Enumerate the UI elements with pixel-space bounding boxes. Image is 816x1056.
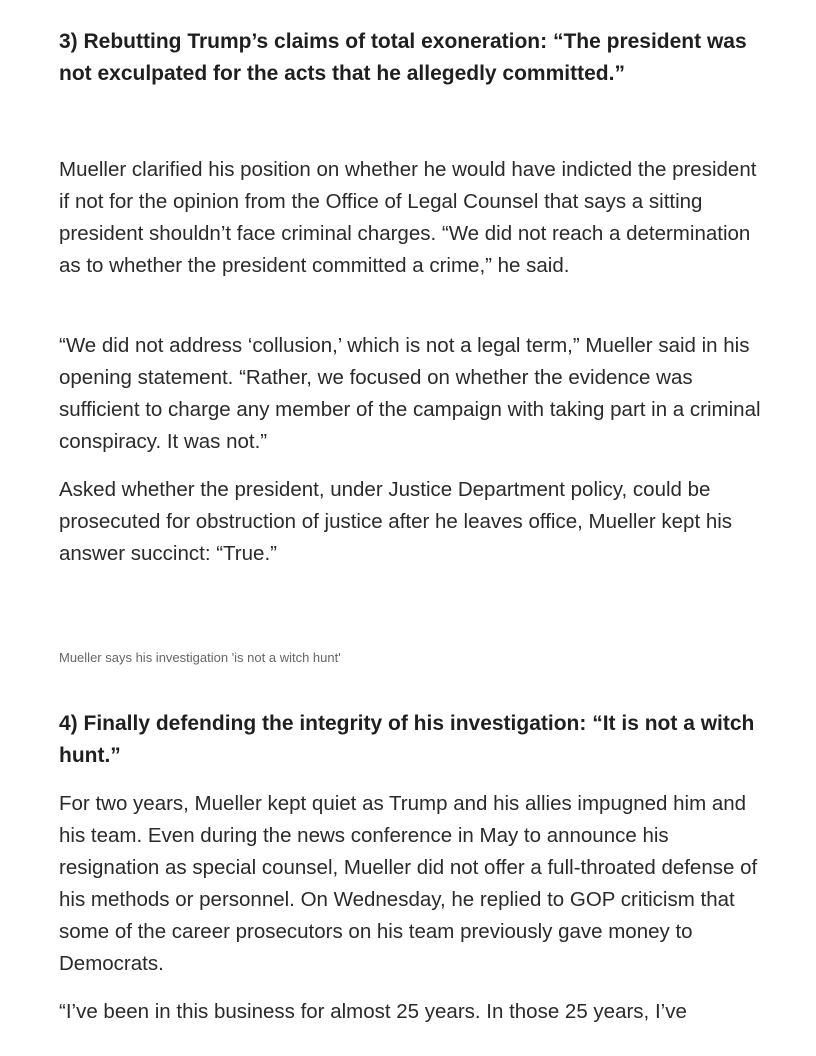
paragraph: “We did not address ‘collusion,’ which is not a legal term,” Mueller said in his opening statement. “Rather, we focused on whether the evidence was sufficient to charge any member of the campaign with taking part in a criminal conspiracy. It was not.” [59,334,761,453]
paragraph: Asked whether the president, under Justice Department policy, could be prosecuted for obstruction of justice after he leaves office, Mueller kept his answer succinct: “True.” [59,478,733,565]
paragraph: “I’ve been in this business for almost 25 years. In those 25 years, I’ve [59,1000,687,1023]
paragraph: For two years, Mueller kept quiet as Trump and his allies impugned him and his team. Even during the news conference in May to announce his resignation as special counsel, Mueller did not offer a full-throated defense of his methods or personnel. On Wednesday, he replied to GOP criticism that some of the career prosecutors on his team previously gave money to Democrats. [59,792,758,975]
section-heading-4: 4) Finally defending the integrity of his investigation: “It is not a witch hunt.” [59,712,755,767]
section-heading-3: 3) Rebutting Trump’s claims of total exoneration: “The president was not exculpated for the acts that he allegedly committed.” [59,30,747,85]
video-caption: Mueller says his investigation 'is not a witch hunt' [59,650,341,665]
paragraph: Mueller clarified his position on whether he would have indicted the president if not for the opinion from the Office of Legal Counsel that says a sitting president shouldn’t face criminal charges. “We did not reach a determination as to whether the president committed a crime,” he said. [59,158,757,277]
